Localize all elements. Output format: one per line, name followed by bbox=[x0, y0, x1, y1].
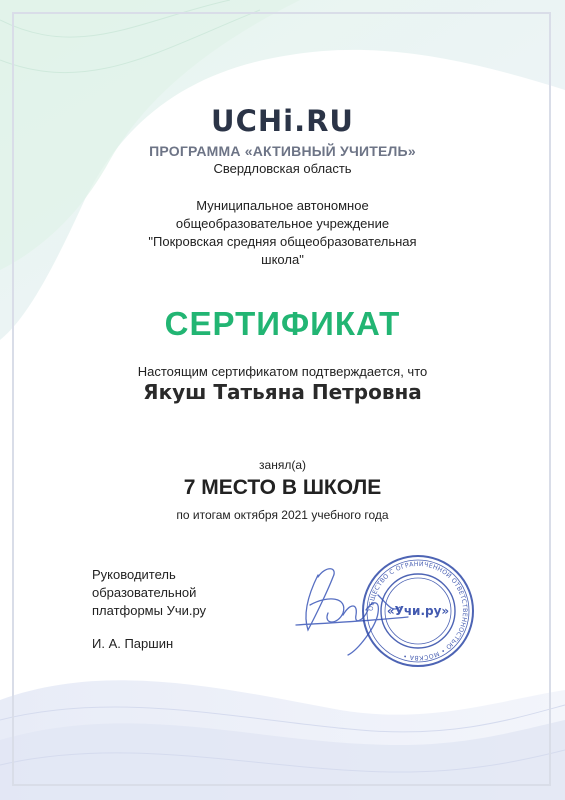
signatory-position-line: Руководитель bbox=[92, 567, 176, 582]
organization-line: школа" bbox=[261, 252, 304, 267]
took-place-text: занял(а) bbox=[259, 458, 306, 472]
organization-name bbox=[120, 197, 445, 269]
recipient-name: Якуш Татьяна Петровна bbox=[143, 380, 422, 404]
region-name: Свердловская область bbox=[213, 161, 352, 176]
certificate-title: СЕРТИФИКАТ bbox=[164, 305, 401, 342]
signatory-name: И. А. Паршин bbox=[92, 636, 174, 651]
company-stamp bbox=[360, 553, 476, 669]
svg-text:«Учи.ру»: «Учи.ру» bbox=[386, 604, 450, 618]
period-text: по итогам октября 2021 учебного года bbox=[176, 508, 389, 522]
organization-line: "Покровская средняя общеобразовательная bbox=[148, 234, 417, 249]
uchi-ru-logo: UCHi.RU bbox=[211, 104, 354, 138]
svg-text:ОБЩЕСТВО С ОГРАНИЧЕННОЙ ОТВЕТС: ОБЩЕСТВО С ОГРАНИЧЕННОЙ ОТВЕТСТВЕННОСТЬЮ • МОСКВА • bbox=[367, 560, 469, 662]
signatory-position bbox=[92, 566, 292, 620]
signatory-position-line: образовательной bbox=[92, 585, 197, 600]
confirm-text: Настоящим сертификатом подтверждается, что bbox=[137, 364, 428, 379]
organization-line: общеобразовательное учреждение bbox=[175, 216, 390, 231]
place-result: 7 МЕСТО В ШКОЛЕ bbox=[183, 476, 382, 499]
organization-line: Муниципальное автономное bbox=[196, 198, 369, 213]
program-title: ПРОГРАММА «АКТИВНЫЙ УЧИТЕЛЬ» bbox=[149, 143, 416, 159]
signatory-position-line: платформы Учи.ру bbox=[92, 603, 207, 618]
